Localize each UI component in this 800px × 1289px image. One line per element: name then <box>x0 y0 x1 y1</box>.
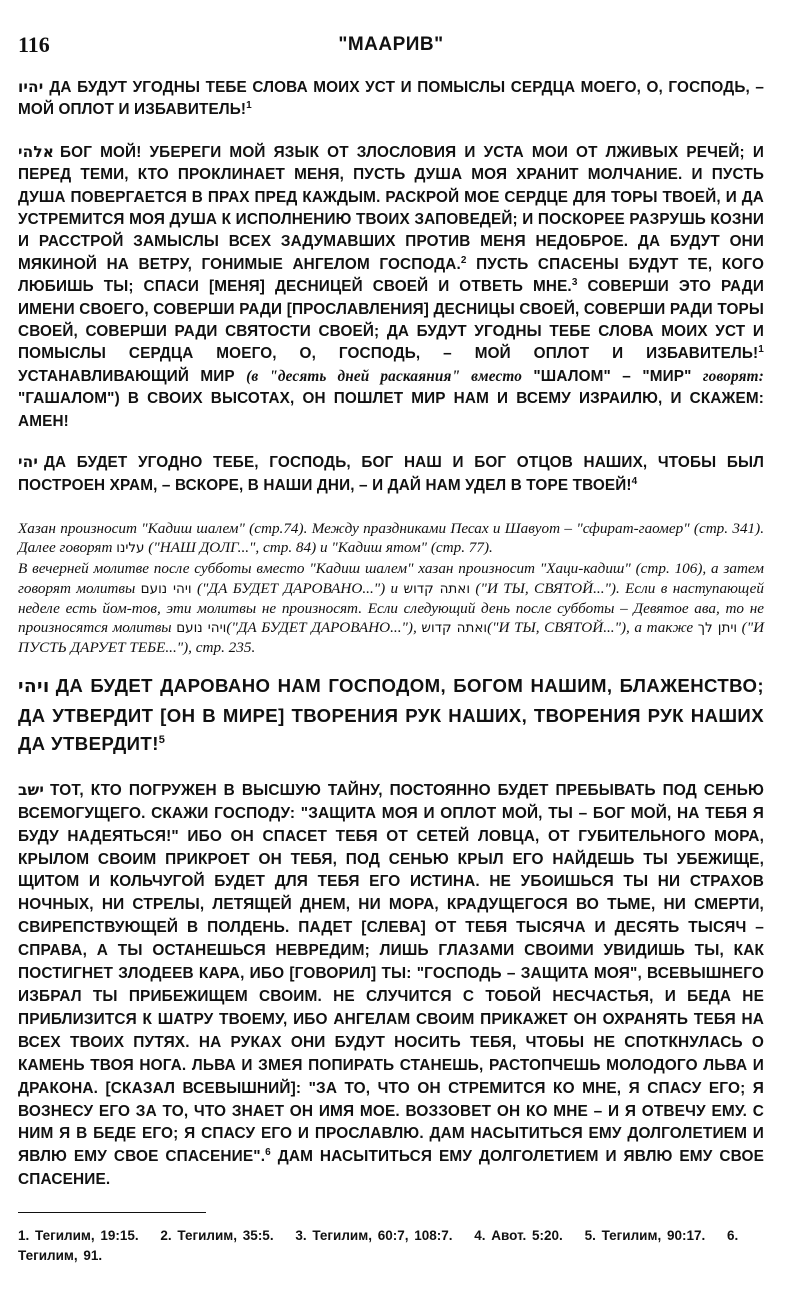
paragraph-text: БОГ МОЙ! УБЕРЕГИ МОЙ ЯЗЫК ОТ ЗЛОСЛОВИЯ И УСТА МОИ ОТ ЛЖИВЫХ РЕЧЕЙ; И ПЕРЕД ТЕМИ, КТО ПРОКЛИНАЕТ МЕНЯ, ПУСТЬ ДУША МОЯ ХРАНИТ МОЛЧАНИЕ. И ПУСТЬ ДУША ПОВЕРГАЕТСЯ В ПРАХ ПРЕД КАЖДЫМ. РАСКРОЙ МОЕ СЕРДЦЕ ДЛЯ ТОРЫ ТВОЕЙ, И ДА УСТРЕМИТСЯ МОЯ ДУША К ИСПОЛНЕНИЮ ТВОИХ ЗАПОВЕДЕЙ; И ПОСКОРЕЕ РАЗРУШЬ КОЗНИ И РАССТРОЙ ЗАМЫСЛЫ ВСЕХ ЗАДУМАВШИХ ПРОТИВ МЕНЯ НЕДОБРОЕ. ДА БУДУТ ОНИ МЯКИНОЙ НА ВЕТРУ, ГОНИМЫЕ АНГЕЛОМ ГОСПОДА. <box>18 143 764 273</box>
paragraph-elohai <box>18 141 764 433</box>
hebrew-incipit: ויהי <box>18 676 50 698</box>
paragraph-text: В СВОИХ ВЫСОТАХ, ОН ПОШЛЕТ МИР НАМ И ВСЕМУ ИЗРАИЛЮ, И СКАЖЕМ: АМЕН! <box>18 390 764 430</box>
footnote-6: 6. Тегилим, 91. <box>18 1228 739 1263</box>
paragraph-text: ТОТ, КТО ПОГРУЖЕН В ВЫСШУЮ ТАЙНУ, ПОСТОЯННО БУДЕТ ПРЕБЫВАТЬ ПОД СЕНЬЮ ВСЕМОГУЩЕГО. СКАЖИ ГОСПОДУ: "ЗАЩИТА МОЯ И ОПЛОТ МОЙ, ТЫ – БОГ МОЙ, НА ТЕБЯ Я БУДУ НАДЕЯТЬСЯ!" ИБО ОН СПАСЕТ ТЕБЯ ОТ СЕТЕЙ ЛОВЦА, ОТ ГУБИТЕЛЬНОГО МОРА, КРЫЛОМ СВОИМ ПРИКРОЕТ ОН ТЕБЯ, ПОД СЕНЬЮ КРЫЛ ЕГО НАЙДЕШЬ ТЫ УБЕЖИЩЕ, ЩИТОМ И КОЛЬЧУГОЙ БУДЕТ ДЛЯ ТЕБЯ ЕГО ИСТИНА. НЕ УБОИШЬСЯ ТЫ НИ СТРАХОВ НОЧНЫХ, НИ СТРЕЛЫ, ЛЕТЯЩЕЙ ДНЕМ, НИ МОРА, КРАДУЩЕГОСЯ ВО ТЬМЕ, НИ СМЕРТИ, СВИРЕПСТВУЮЩЕЙ В ПОЛДЕНЬ. ПАДЕТ [СЛЕВА] ОТ ТЕБЯ ТЫСЯЧА И ДЕСЯТЬ ТЫСЯЧ – СПРАВА, А ТЫ ОСТАНЕШЬСЯ НЕВРЕДИМ; ЛИШЬ ГЛАЗАМИ СВОИМИ УВИДИШЬ ТЫ, КАК ПОСТИГНЕТ ЗЛОДЕЕВ КАРА, ИБО [ГОВОРИЛ] ТЫ: "ГОСПОДЬ – ЗАЩИТА МОЯ", ВСЕВЫШНЕГО ИЗБРАЛ ТЫ ПРИБЕЖИЩЕМ СВОИМ. НЕ СЛУЧИТСЯ С ТОБОЙ НЕСЧАСТЬЯ, И БЕДА НЕ ПРИБЛИЗИТСЯ К ШАТРУ ТВОЕМУ, ИБО АНГЕЛАМ СВОИМ ПРИКАЖЕТ ОН ОХРАНЯТЬ ТЕБЯ НА ВСЕХ ТВОИХ ПУТЯХ. НА РУКАХ ОНИ БУДУТ НОСИТЬ ТЕБЯ, ЧТОБЫ НЕ СПОТКНУЛАСЬ О КАМЕНЬ ТВОЯ НОГА. ЛЬВА И ЗМЕЯ ПОПИРАТЬ СТАНЕШЬ, РАСТОПЧЕШЬ МОЛОДОГО ЛЬВА И ДРАКОНА. [СКАЗАЛ ВСЕВЫШНИЙ]: "ЗА ТО, ЧТО ОН СТРЕМИТСЯ КО МНЕ, Я СПАСУ ЕГО; Я ВОЗНЕСУ ЕГО ЗА ТО, ЧТО ЗНАЕТ ОН ИМЯ МОЕ. ВОЗЗОВЕТ ОН КО МНЕ – И Я ОТВЕЧУ ЕМУ. С НИМ Я В БЕДЕ ЕГО; Я СПАСУ ЕГО И ПРОСЛАВЛЮ. ДАМ НАСЫТИТЬСЯ ЕМУ ДОЛГОЛЕТИЕМ И ЯВЛЮ ЕМУ СВОЕ СПАСЕНИЕ". <box>18 781 764 1166</box>
footnote-3: 3. Тегилим, 60:7, 108:7. <box>295 1228 453 1243</box>
footnote-ref: 1 <box>246 100 252 112</box>
footnote-ref: 4 <box>631 475 638 487</box>
paragraph-text: ДА БУДЕТ УГОДНО ТЕБЕ, ГОСПОДЬ, БОГ НАШ И БОГ ОТЦОВ НАШИХ, ЧТОБЫ БЫЛ ПОСТРОЕН ХРАМ, – ВСКОРЕ, В НАШИ ДНИ, – И ДАЙ НАМ УДЕЛ В ТОРЕ ТВОЕЙ! <box>18 454 764 494</box>
word-mir: "МИР" <box>642 367 692 385</box>
footnote-ref: 5 <box>158 734 166 747</box>
paragraph-text: ПУСТЬ СПАСЕНЫ БУДУТ ТЕ, КОГО ЛЮБИШЬ ТЫ; СПАСИ [МЕНЯ] ДЕСНИЦЕЙ СВОЕЙ И ОТВЕТЬ МНЕ. <box>18 255 764 296</box>
hebrew-word: ואתה קדוש <box>403 580 471 597</box>
instruction-note-kaddish <box>18 519 764 558</box>
hebrew-word: ואתה קדוש <box>421 619 488 636</box>
paragraph-yoshev <box>18 779 764 1192</box>
footnote-5: 5. Тегилим, 90:17. <box>584 1228 706 1243</box>
paragraph-yehi <box>18 451 764 497</box>
footnotes-divider <box>18 1212 206 1213</box>
page-number: 116 <box>18 32 50 57</box>
hebrew-word: ויהי נועם <box>176 619 227 636</box>
footnote-4: 4. Авот. 5:20. <box>474 1228 563 1243</box>
running-title: "МААРИВ" <box>338 34 444 55</box>
note-text: ("НАШ ДОЛГ...", стр. 84) и "Кадиш ятом" (стр. 77). <box>148 539 493 557</box>
paragraph-text: ДА БУДУТ УГОДНЫ ТЕБЕ СЛОВА МОИХ УСТ И ПОМЫСЛЫ СЕРДЦА МОЕГО, О, ГОСПОДЬ, – МОЙ ОПЛОТ И ИЗБАВИТЕЛЬ! <box>18 79 764 119</box>
paragraph-text: УСТАНАВЛИВАЮЩИЙ МИР <box>18 367 247 385</box>
footnote-ref: 1 <box>758 344 764 356</box>
paragraph-text: ДА БУДЕТ ДАРОВАНО НАМ ГОСПОДОМ, БОГОМ НАШИМ, БЛАЖЕНСТВО; ДА УТВЕРДИТ [ОН В МИРЕ] ТВОРЕНИЯ РУК НАШИХ, ТВОРЕНИЯ РУК НАШИХ ДА УТВЕРДИТ! <box>18 675 764 755</box>
paragraph-vihi-noam <box>18 672 764 759</box>
hebrew-word: ויהי נועם <box>140 580 192 597</box>
footnote-ref: 6 <box>265 1147 271 1159</box>
dash: – <box>610 367 643 385</box>
footnote-1: 1. Тегилим, 19:15. <box>18 1228 139 1243</box>
hebrew-word: עלינו <box>116 540 145 557</box>
footnotes <box>18 1226 764 1266</box>
hebrew-word: ויתן לך <box>697 619 738 636</box>
paragraph-yihyu <box>18 76 764 122</box>
note-text: ("И ТЫ, СВЯТОЙ..."), а также <box>487 618 694 636</box>
inline-instruction: говорят: <box>702 367 764 385</box>
page-body <box>18 26 764 1192</box>
hebrew-incipit: יהי <box>18 453 38 472</box>
instruction-note-motzei-shabbat <box>18 559 764 657</box>
footnote-ref: 3 <box>571 277 578 289</box>
note-text: ("ДА БУДЕТ ДАРОВАНО...") и <box>196 579 399 597</box>
note-text: Хазан произносит "Кадиш шалем" (стр.74). Между праздниками Песах и Шавуот – "сфират-гаомер" (стр. 341). Далее говорят <box>18 519 764 557</box>
hebrew-incipit: ישב <box>18 780 45 799</box>
note-text: ("И ТЫ, СВЯТОЙ..."). Если в наступающей неделе есть йом-тов, эти молитвы не произносят. Если следующий день после субботы – Девятое ава, то не произносятся молитвы <box>18 579 764 636</box>
word-shalom: "ШАЛОМ" <box>533 367 611 385</box>
footnote-ref: 2 <box>460 254 467 266</box>
paragraph-text: СОВЕРШИ ЭТО РАДИ ИМЕНИ СВОЕГО, СОВЕРШИ РАДИ [ПРОСЛАВЛЕНИЯ] ДЕСНИЦЫ СВОЕЙ, СОВЕРШИ РАДИ ТОРЫ СВОЕЙ, СОВЕРШИ РАДИ СВЯТОСТИ СВОЕЙ; ДА БУДУТ УГОДНЫ ТЕБЕ СЛОВА МОИХ УСТ И ПОМЫСЛЫ СЕРДЦА МОЕГО, О, ГОСПОДЬ, – МОЙ ОПЛОТ И ИЗБАВИТЕЛЬ! <box>18 278 765 363</box>
hebrew-incipit: יהיו <box>18 78 44 96</box>
paragraph-text: ДАМ НАСЫТИТЬСЯ ЕМУ ДОЛГОЛЕТИЕМ И ЯВЛЮ ЕМУ СВОЕ СПАСЕНИЕ. <box>18 1148 764 1189</box>
note-text: ("ДА БУДЕТ ДАРОВАНО..."), <box>226 618 417 636</box>
note-text: ("И ПУСТЬ ДАРУЕТ ТЕБЕ..."), стр. 235. <box>18 618 765 657</box>
note-text: В вечерней молитве после субботы вместо "Кадиш шалем" хазан произносит "Хаци-кадиш" (стр. 106), а затем говорят молитвы <box>18 560 764 597</box>
hebrew-incipit: אלהי <box>18 142 55 161</box>
inline-instruction: (в "десять дней раскаяния" вместо <box>246 367 523 385</box>
footnote-2: 2. Тегилим, 35:5. <box>160 1228 274 1243</box>
word-hashalom: "ГАШАЛОМ") <box>18 390 120 408</box>
page-header <box>18 26 764 56</box>
